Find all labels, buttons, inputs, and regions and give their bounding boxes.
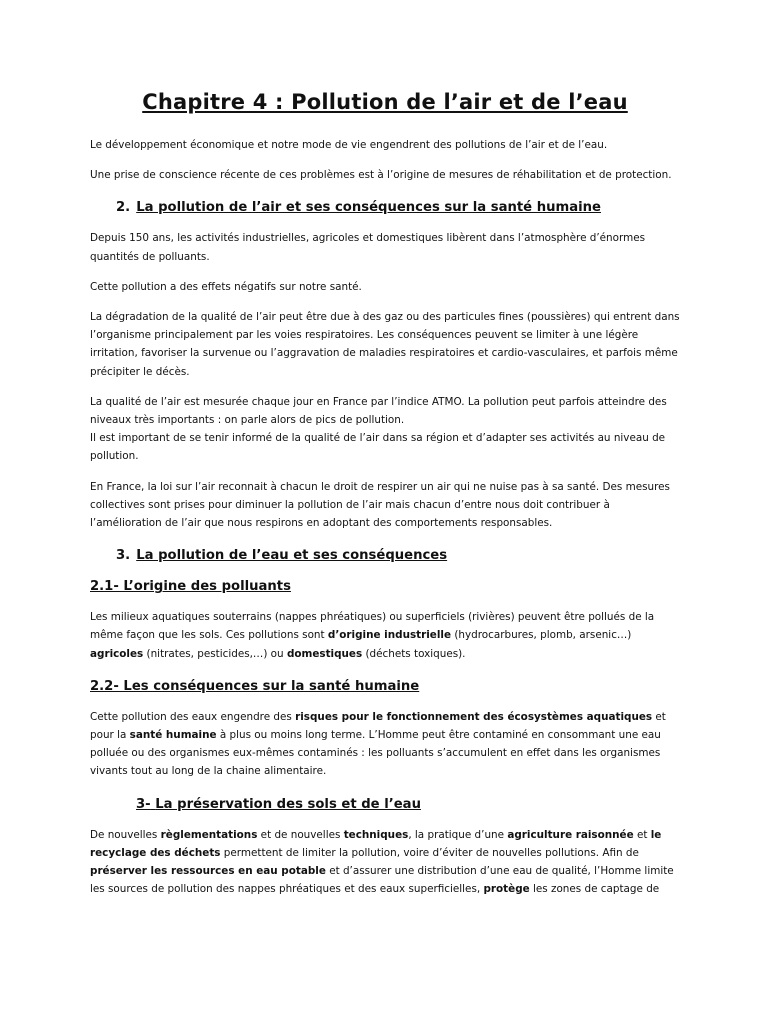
section-number: 3-	[136, 796, 151, 812]
body-paragraph: De nouvelles règlementations et de nouvelles techniques, la pratique d’une agriculture raisonnée et le recyclage des déchets permettent de limiter la pollution, voire d’éviter de nouvelles pollutions. Afin de préserver les ressources en eau potable et d’assurer une distribution d’une eau de qualité, l’Homme limite les sources de pollution des nappes phréatiques et des eaux superficielles, protège les zones de captage de	[90, 828, 674, 896]
body-paragraph: Il est important de se tenir informé de la qualité de l’air dans sa région et d’adapter ses activités au niveau de pollution.	[90, 432, 666, 463]
subsection-heading	[90, 579, 680, 594]
section-heading	[90, 548, 680, 563]
intro-paragraph: Le développement économique et notre mode de vie engendrent des pollutions de l’air et de l’eau.	[90, 139, 608, 151]
section-heading	[90, 200, 680, 215]
page-title: Chapitre 4 : Pollution de l’air et de l’eau	[142, 90, 628, 114]
body-paragraph: Depuis 150 ans, les activités industrielles, agricoles et domestiques libèrent dans l’atmosphère d’énormes quantités de polluants.	[90, 232, 646, 263]
body-paragraph: En France, la loi sur l’air reconnait à chacun le droit de respirer un air qui ne nuise pas à sa santé. Des mesures collectives sont prises pour diminuer la pollution de l’air mais chacun d’entre nous doit contribuer à l’amélioration de l’air que nous respirons en adoptant des comportements responsables.	[90, 480, 670, 530]
intro-paragraph: Une prise de conscience récente de ces problèmes est à l’origine de mesures de réhabilitation et de protection.	[90, 169, 672, 182]
subsection-title: 2.1- L’origine des polluants	[90, 579, 291, 595]
section-heading	[90, 797, 680, 812]
subsection-title: 2.2- Les conséquences sur la santé humaine	[90, 678, 420, 694]
section-number: 3.	[116, 548, 131, 564]
section-title: La préservation des sols et de l’eau	[155, 796, 421, 812]
body-paragraph: La dégradation de la qualité de l’air peut être due à des gaz ou des particules fines (poussières) qui entrent dans l’organisme principalement par les voies respiratoires. Les conséquences peuvent se limiter à une légère irritation, favoriser la survenue ou l’aggravation de maladies respiratoires et cardio-vasculaires, et parfois même précipiter le décès.	[90, 311, 680, 378]
body-paragraph: La qualité de l’air est mesurée chaque jour en France par l’indice ATMO. La pollution peut parfois atteindre des niveaux très importants : on parle alors de pics de pollution.	[90, 395, 667, 427]
body-paragraph: Cette pollution des eaux engendre des risques pour le fonctionnement des écosystèmes aquatiques et pour la santé humaine à plus ou moins long terme. L’Homme peut être contaminé en consommant une eau polluée ou des organismes eux-mêmes contaminés : les polluants s’accumulent en effet dans les organismes vivants tout au long de la chaine alimentaire.	[90, 710, 666, 778]
body-paragraph: Cette pollution a des effets négatifs sur notre santé.	[90, 280, 362, 293]
body-paragraph: Les milieux aquatiques souterrains (nappes phréatiques) ou superficiels (rivières) peuvent être pollués de la même façon que les sols. Ces pollutions sont d’origine industrielle (hydrocarbures, plomb, arsenic…) agricoles (nitrates, pesticides,…) ou domestiques (déchets toxiques).	[90, 611, 655, 660]
section-number: 2.	[116, 200, 131, 216]
section-title: La pollution de l’air et ses conséquences sur la santé humaine	[136, 200, 601, 216]
section-title: La pollution de l’eau et ses conséquences	[136, 548, 448, 564]
subsection-heading	[90, 679, 680, 694]
